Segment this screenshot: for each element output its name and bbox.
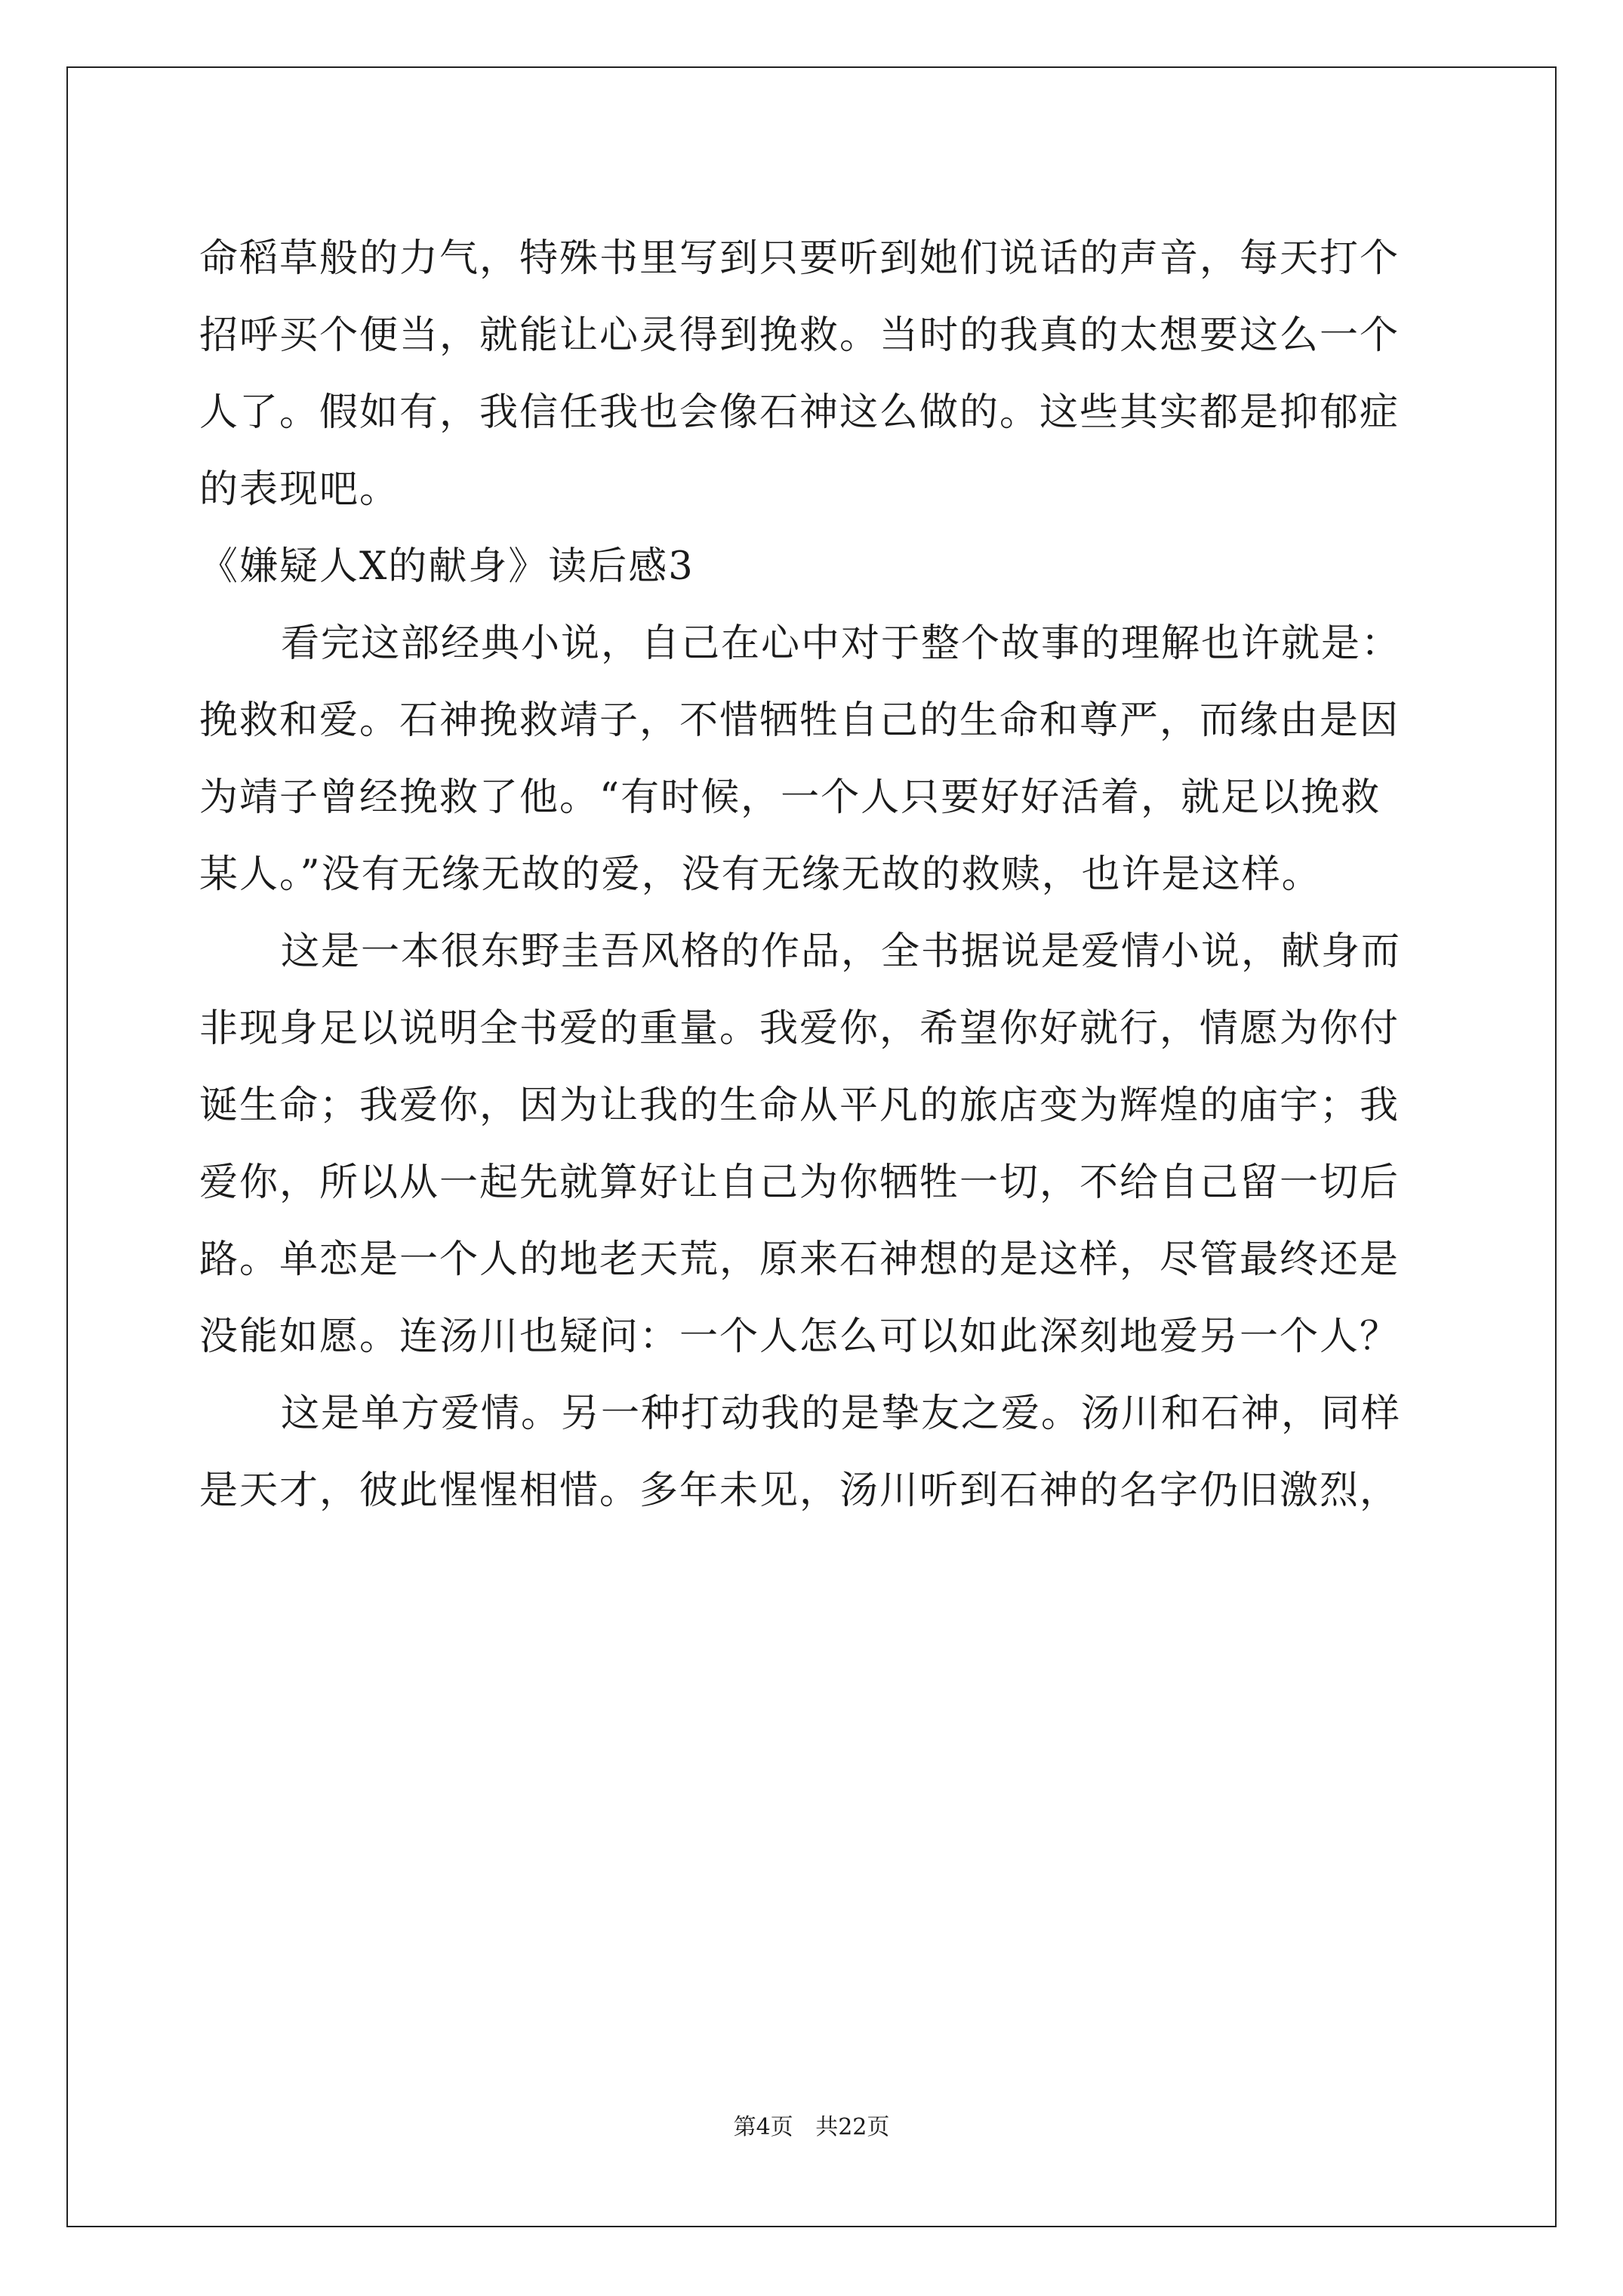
- page-total: 共22页: [815, 2114, 890, 2140]
- text-line: 某人。”没有无缘无故的爱，没有无缘无故的救赎，也许是这样。: [199, 852, 1322, 897]
- section-heading: 《嫌疑人X的献身》读后感3: [199, 544, 694, 589]
- text-line: 的表现吧。: [199, 467, 400, 512]
- text-line: 没能如愿。连汤川也疑问：一个人怎么可以如此深刻地爱另一个人？: [199, 1314, 1400, 1359]
- text-line: 爱你，所以从一起先就算好让自己为你牺牲一切，不给自己留一切后: [199, 1160, 1400, 1205]
- text-line: 为靖子曾经挽救了他。“有时候，一个人只要好好活着，就足以挽救: [199, 775, 1381, 820]
- paragraph-start-line: 这是单方爱情。另一种打动我的是挚友之爱。汤川和石神，同样: [281, 1391, 1402, 1436]
- text-line: 招呼买个便当，就能让心灵得到挽救。当时的我真的太想要这么一个: [199, 313, 1400, 358]
- text-line: 是天才，彼此惺惺相惜。多年未见，汤川听到石神的名字仍旧激烈，: [199, 1469, 1400, 1513]
- page-footer: [0, 2108, 1623, 2141]
- text-line: 人了。假如有，我信任我也会像石神这么做的。这些其实都是抑郁症: [199, 390, 1400, 435]
- paragraph-start-line: 看完这部经典小说，自己在心中对于整个故事的理解也许就是：: [281, 621, 1402, 666]
- document-body: [199, 220, 1437, 1530]
- text-line: 挽救和爱。石神挽救靖子，不惜牺牲自己的生命和尊严，而缘由是因: [199, 698, 1400, 743]
- page-number: 第4页: [733, 2114, 793, 2140]
- text-line: 路。单恋是一个人的地老天荒，原来石神想的是这样，尽管最终还是: [199, 1237, 1400, 1282]
- paragraph-start-line: 这是一本很东野圭吾风格的作品，全书据说是爱情小说，献身而: [281, 929, 1402, 974]
- text-line: 命稻草般的力气，特殊书里写到只要听到她们说话的声音，每天打个: [199, 236, 1400, 281]
- text-line: 诞生命；我爱你，因为让我的生命从平凡的旅店变为辉煌的庙宇；我: [199, 1083, 1400, 1128]
- text-line: 非现身足以说明全书爱的重量。我爱你，希望你好就行，情愿为你付: [199, 1006, 1400, 1051]
